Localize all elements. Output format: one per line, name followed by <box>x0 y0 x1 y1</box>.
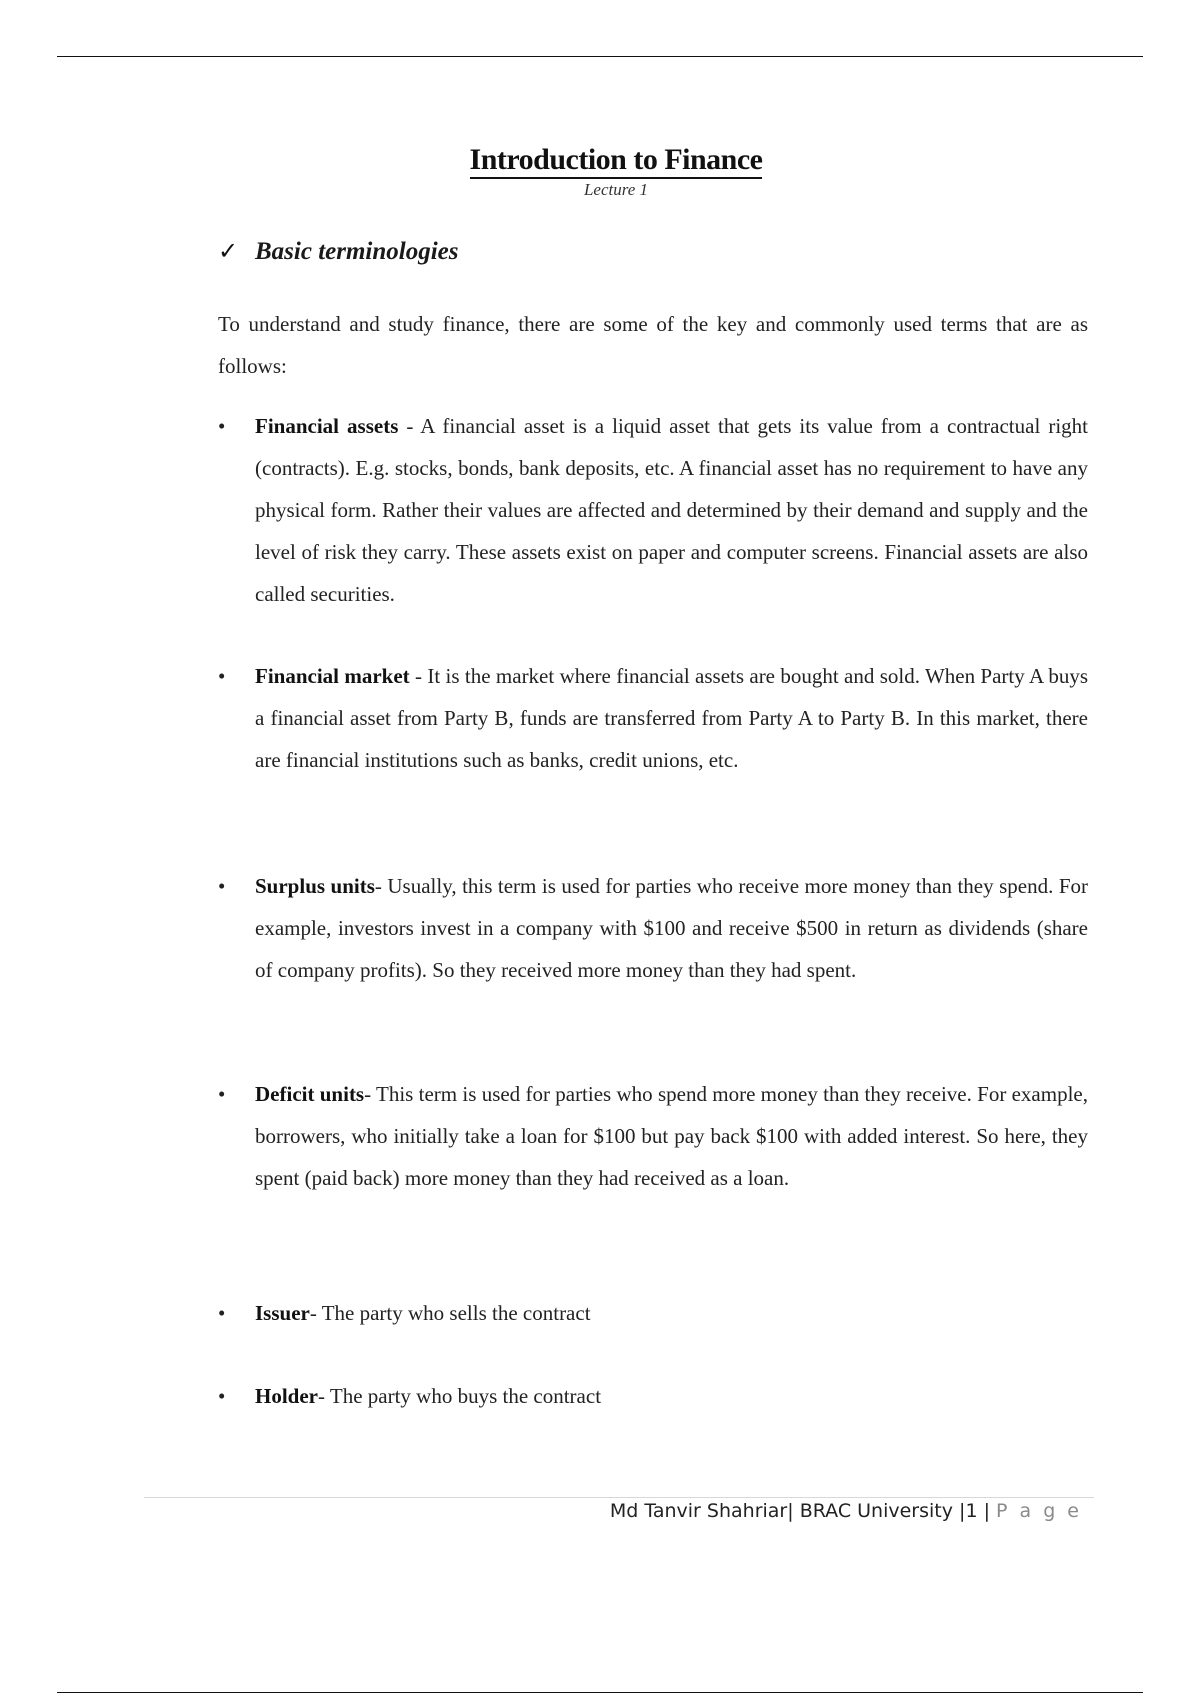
definition: - The party who sells the contract <box>309 1301 591 1325</box>
footer-rule <box>144 1497 1094 1498</box>
term: Surplus units <box>255 874 375 898</box>
footer-page-word: P a g e <box>996 1500 1082 1522</box>
definition: - The party who buys the contract <box>318 1384 602 1408</box>
definition: - It is the market where financial assets are bought and sold. When Party A buys a financial asset from Party B, funds are transferred from Party A to Party B. In this market, there are financial institutions such as banks, credit unions, etc. <box>255 664 1088 772</box>
page-footer: Md Tanvir Shahriar| BRAC University |1 | P a g e <box>609 1500 1082 1522</box>
checkmark-icon: ✓ <box>218 239 239 265</box>
document-title: Introduction to Finance <box>470 144 763 179</box>
term: Financial market <box>255 664 410 688</box>
list-item <box>218 655 1088 781</box>
term: Deficit units <box>255 1082 365 1106</box>
list-item-body <box>255 655 1088 781</box>
bullet-icon: • <box>218 664 226 688</box>
document-subtitle: Lecture 1 <box>583 180 649 199</box>
definition: - A financial asset is a liquid asset that gets its value from a contractual right (contracts). E.g. stocks, bonds, bank deposits, etc. A financial asset has no requirement to have any physical form. Rather their values are affected and determined by their demand and supply and the level of risk they carry. These assets exist on paper and computer screens. Financial assets are also called securities. <box>255 414 1088 606</box>
list-item-body <box>255 1073 1088 1199</box>
list-item <box>218 865 1088 991</box>
definition: - Usually, this term is used for parties who receive more money than they spend. For example, investors invest in a company with $100 and receive $500 in return as dividends (share of company profits). So they received more money than they had spent. <box>255 874 1088 982</box>
list-item-body <box>255 405 1088 615</box>
bullet-icon: • <box>218 1301 226 1325</box>
footer-page-number: 1 <box>965 1500 978 1522</box>
bullet-icon: • <box>218 414 226 438</box>
list-item <box>218 405 1088 615</box>
bullet-icon: • <box>218 1082 226 1106</box>
list-item <box>218 1292 1088 1334</box>
top-rule <box>57 56 1143 57</box>
definition: - This term is used for parties who spend more money than they receive. For example, borrowers, who initially take a loan for $100 but pay back $100 with added interest. So here, they spent (paid back) more money than they had received as a loan. <box>255 1082 1088 1190</box>
list-item-body <box>255 1375 1088 1417</box>
section-heading <box>218 237 458 266</box>
list-item-body <box>255 865 1088 991</box>
term: Issuer <box>255 1301 310 1325</box>
section-heading-text: Basic terminologies <box>255 238 459 265</box>
footer-author: Md Tanvir Shahriar <box>609 1500 788 1522</box>
bullet-icon: • <box>218 1384 226 1408</box>
list-item <box>218 1375 1088 1417</box>
list-item-body <box>255 1292 1088 1334</box>
bottom-rule <box>57 1692 1143 1693</box>
term: Holder <box>255 1384 318 1408</box>
term: Financial assets <box>255 414 399 438</box>
footer-institution: BRAC University <box>799 1500 953 1522</box>
list-item <box>218 1073 1088 1199</box>
bullet-icon: • <box>218 874 226 898</box>
title-block <box>0 144 1200 200</box>
intro-paragraph: To understand and study finance, there are some of the key and commonly used terms that are as follows: <box>218 312 1088 378</box>
